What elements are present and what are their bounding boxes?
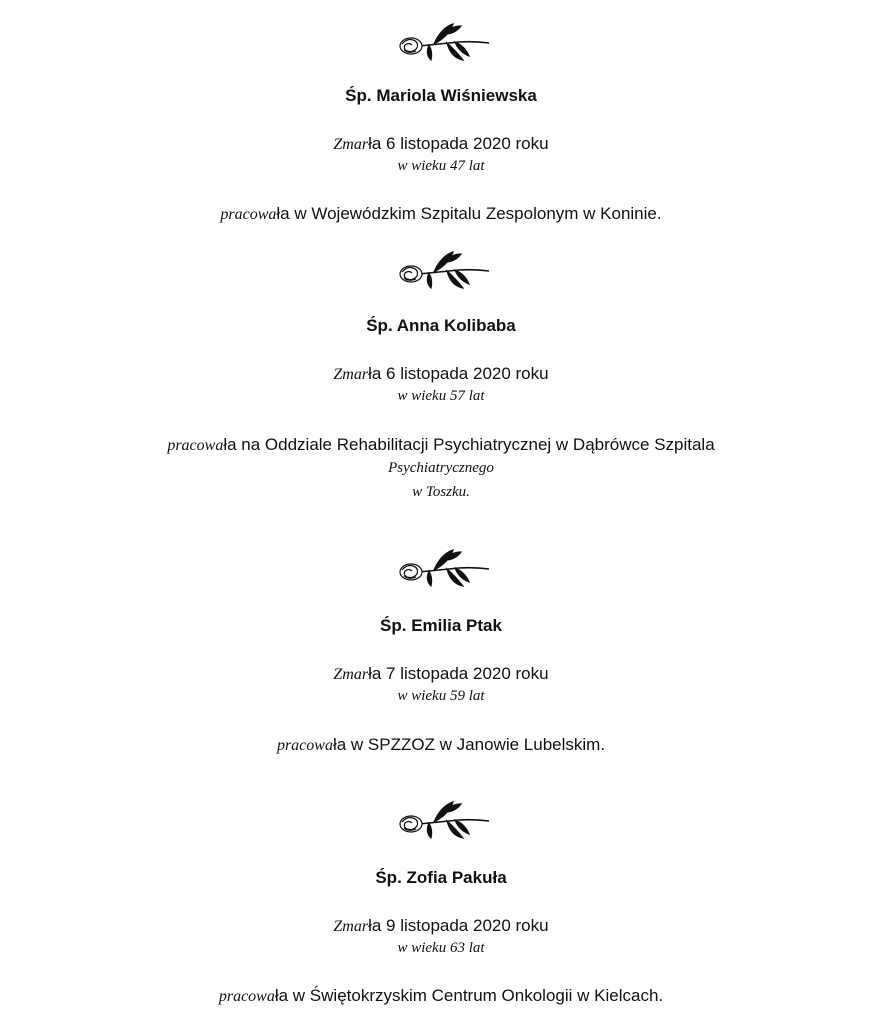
workplace-4 xyxy=(0,986,882,1006)
rose-icon xyxy=(389,546,493,592)
obituary-name-2: Śp. Anna Kolibaba xyxy=(366,316,516,335)
rose-divider-1 xyxy=(0,20,882,66)
died-rest-1: ła 6 listopada 2020 roku xyxy=(368,134,549,153)
died-prefix-4: Zmar xyxy=(333,918,369,935)
died-rest-3: ła 7 listopada 2020 roku xyxy=(368,664,549,683)
workplace-2 xyxy=(0,435,882,455)
age-4: w wieku 63 lat xyxy=(397,940,485,956)
death-date-1 xyxy=(0,134,882,154)
worked-prefix-2: pracowa xyxy=(167,437,224,454)
death-date-3 xyxy=(0,664,882,684)
died-prefix-2: Zmar xyxy=(333,366,369,383)
death-date-2 xyxy=(0,364,882,384)
obituary-name-3: Śp. Emilia Ptak xyxy=(380,616,502,635)
worked-prefix-3: pracowa xyxy=(276,737,333,754)
workplace-2-line3: w Toszku. xyxy=(412,484,470,500)
obituary-name-4: Śp. Zofia Pakuła xyxy=(375,868,507,887)
rose-divider-2 xyxy=(0,248,882,294)
died-prefix-3: Zmar xyxy=(333,666,369,683)
rose-divider-3 xyxy=(0,546,882,592)
age-3: w wieku 59 lat xyxy=(397,688,485,704)
died-prefix-1: Zmar xyxy=(333,136,369,153)
worked-rest-1: ła w Wojewódzkim Szpitalu Zespolonym w Koninie. xyxy=(276,204,662,223)
rose-divider-4 xyxy=(0,798,882,844)
worked-prefix-4: pracowa xyxy=(218,988,275,1005)
age-1: w wieku 47 lat xyxy=(397,158,485,174)
workplace-2-line2: Psychiatrycznego xyxy=(388,460,494,476)
rose-icon xyxy=(389,20,493,66)
worked-prefix-1: pracowa xyxy=(220,206,277,223)
rose-icon xyxy=(389,248,493,294)
worked-rest-3: ła w SPZZOZ w Janowie Lubelskim. xyxy=(332,735,606,754)
worked-rest-4: ła w Świętokrzyskim Centrum Onkologii w Kielcach. xyxy=(274,986,664,1005)
died-rest-4: ła 9 listopada 2020 roku xyxy=(368,916,549,935)
death-date-4 xyxy=(0,916,882,936)
died-rest-2: ła 6 listopada 2020 roku xyxy=(368,364,549,383)
workplace-1 xyxy=(0,204,882,224)
worked-rest-2: ła na Oddziale Rehabilitacji Psychiatrycznej w Dąbrówce Szpitala xyxy=(223,435,715,454)
rose-icon xyxy=(389,798,493,844)
workplace-3 xyxy=(0,735,882,755)
age-2: w wieku 57 lat xyxy=(397,388,485,404)
obituary-name-1: Śp. Mariola Wiśniewska xyxy=(345,86,537,105)
